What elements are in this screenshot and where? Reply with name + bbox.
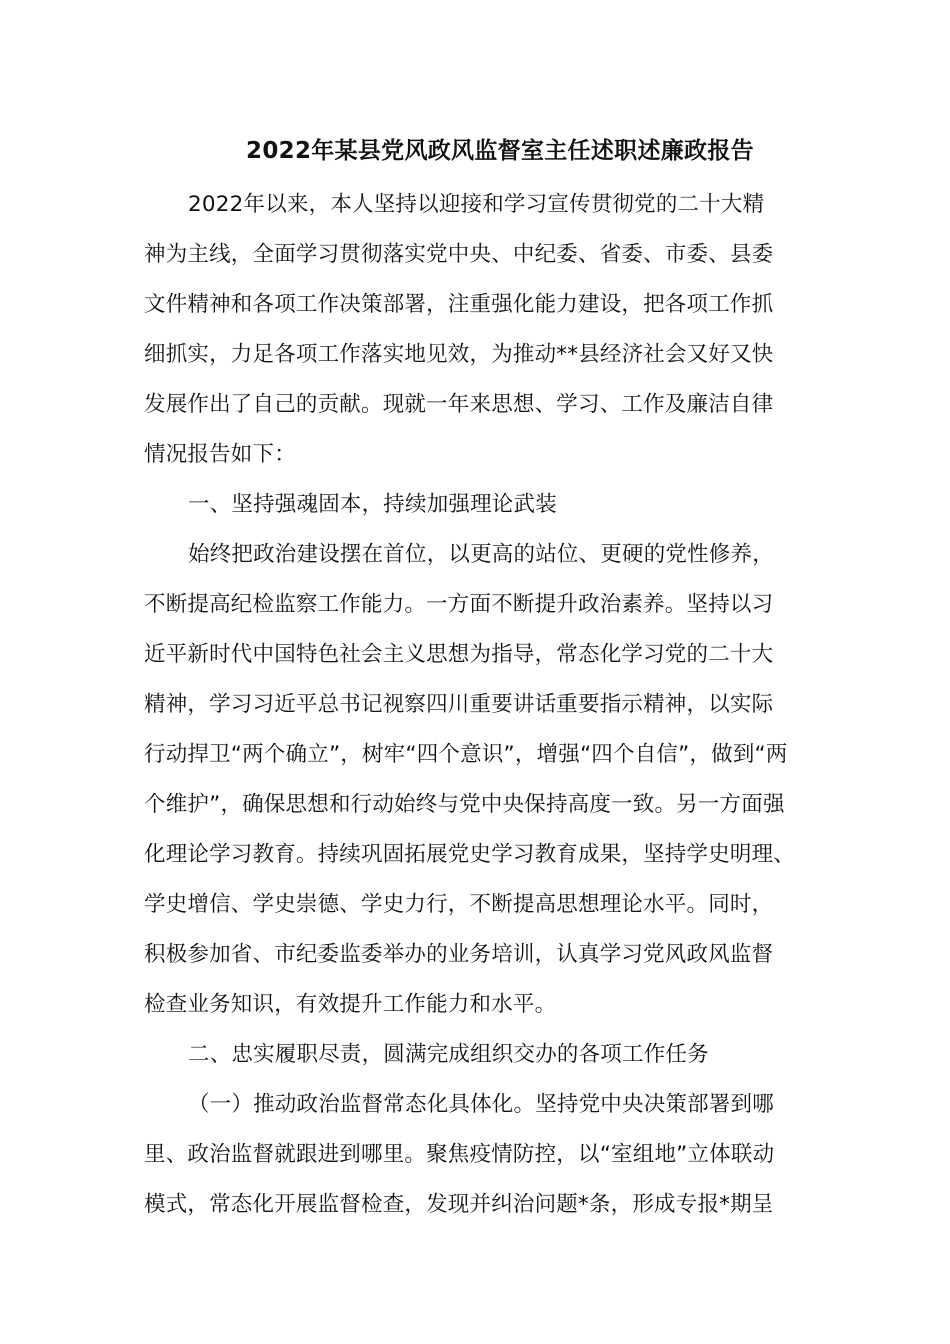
paragraph-line: 文件精神和各项工作决策部署，注重强化能力建设，把各项工作抓 xyxy=(144,292,774,317)
paragraph-line: 细抓实，力足各项工作落实地见效，为推动**县经济社会又好又快 xyxy=(144,342,774,367)
paragraph-line: 模式，常态化开展监督检查，发现并纠治问题*条，形成专报*期呈 xyxy=(144,1192,774,1217)
paragraph-line: 精神，学习习近平总书记视察四川重要讲话重要指示精神，以实际 xyxy=(144,692,774,717)
paragraph-line: 不断提高纪检监察工作能力。一方面不断提升政治素养。坚持以习 xyxy=(144,592,774,617)
paragraph-line: （一）推动政治监督常态化具体化。坚持党中央决策部署到哪 xyxy=(188,1092,774,1117)
paragraph-line: 情况报告如下： xyxy=(144,442,296,467)
paragraph-line: 积极参加省、市纪委监委举办的业务培训，认真学习党风政风监督 xyxy=(144,942,774,967)
document-body xyxy=(144,180,824,1230)
paragraph-line: 行动捍卫“两个确立”，树牢“四个意识”，增强“四个自信”，做到“两 xyxy=(144,742,788,767)
paragraph-line: 神为主线，全面学习贯彻落实党中央、中纪委、省委、市委、县委 xyxy=(144,242,774,267)
paragraph-line: 2022年以来，本人坚持以迎接和学习宣传贯彻党的二十大精 xyxy=(188,192,765,217)
paragraph-line: 个维护”，确保思想和行动始终与党中央保持高度一致。另一方面强 xyxy=(144,792,785,817)
paragraph-line: 学史增信、学史崇德、学史力行，不断提高思想理论水平。同时， xyxy=(144,892,774,917)
document-title: 2022年某县党风政风监督室主任述职述廉政报告 xyxy=(246,138,754,164)
paragraph-line: 检查业务知识，有效提升工作能力和水平。 xyxy=(144,992,557,1017)
section-heading: 一、坚持强魂固本，持续加强理论武装 xyxy=(188,492,557,517)
paragraph-line: 发展作出了自己的贡献。现就一年来思想、学习、工作及廉洁自律 xyxy=(144,392,774,417)
paragraph-line: 始终把政治建设摆在首位，以更高的站位、更硬的党性修养， xyxy=(188,542,774,567)
paragraph-line: 里、政治监督就跟进到哪里。聚焦疫情防控，以“室组地”立体联动 xyxy=(144,1142,775,1167)
section-heading: 二、忠实履职尽责，圆满完成组织交办的各项工作任务 xyxy=(188,1042,709,1067)
paragraph-line: 化理论学习教育。持续巩固拓展党史学习教育成果，坚持学史明理、 xyxy=(144,842,796,867)
paragraph-line: 近平新时代中国特色社会主义思想为指导，常态化学习党的二十大 xyxy=(144,642,774,667)
